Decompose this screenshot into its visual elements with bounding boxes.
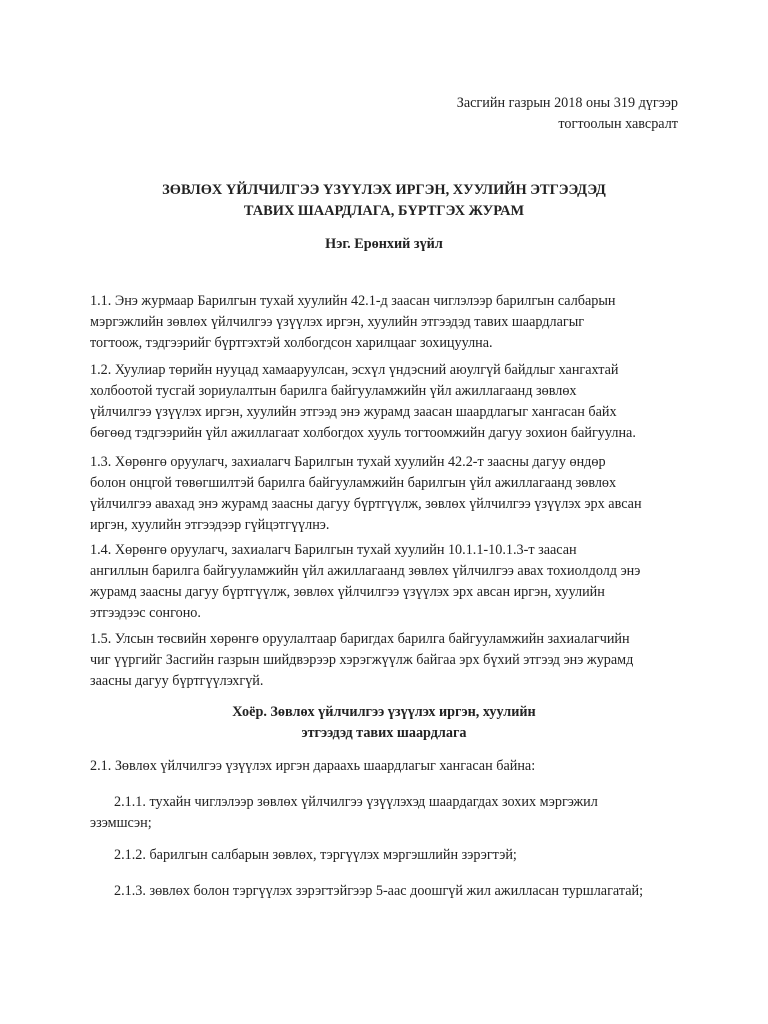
annex-reference [457, 93, 678, 135]
text-line: журамд заасны дагуу бүртгүүлж, зөвлөх үйлчилгээ үзүүлэх эрх авсан иргэн, хуулийн [90, 584, 605, 600]
paragraph-1-4 [90, 540, 680, 624]
text-line: заасны дагуу бүртгүүлэхгүй. [90, 673, 264, 689]
paragraph-1-5 [90, 629, 680, 692]
annex-line: тогтоолын хавсралт [558, 116, 678, 132]
text-line: үйлчилгээ үзүүлэх иргэн, хуулийн этгээд энэ журамд заасан шаардлагыг хангасан байх [90, 404, 617, 420]
section-heading: Нэг. Ерөнхий зүйл [325, 236, 443, 252]
text-line: 1.2. Хуулиар төрийн нууцад хамааруулсан, эсхүл үндэсний аюулгүй байдлыг хангахтай [90, 362, 619, 378]
text-line: иргэн, хуулийн этгээдээр гүйцэтгүүлнэ. [90, 517, 330, 533]
text-line: 2.1. Зөвлөх үйлчилгээ үзүүлэх иргэн дараахь шаардлагыг хангасан байна: [90, 758, 536, 774]
text-line: ангиллын барилга байгууламжийн үйл ажиллагаанд зөвлөх үйлчилгээ авах тохиолдолд энэ [90, 563, 641, 579]
text-line: 2.1.3. зөвлөх болон тэргүүлэх зэрэгтэйгээр 5-аас доошгүй жил ажилласан туршлагатай; [114, 883, 644, 899]
title-line: ЗӨВЛӨХ ҮЙЛЧИЛГЭЭ ҮЗҮҮЛЭХ ИРГЭН, ХУУЛИЙН ЭТГЭЭДЭД [162, 182, 606, 198]
heading-line: этгээдэд тавих шаардлага [301, 725, 467, 741]
text-line: эзэмшсэн; [90, 815, 152, 831]
list-item-2-1-3 [90, 881, 680, 902]
text-line: 1.1. Энэ журмаар Барилгын тухай хуулийн 42.1-д заасан чиглэлээр барилгын салбарын [90, 293, 616, 309]
text-line: тогтоож, тэдгээрийг бүртгэхтэй холбогдсон харилцааг зохицуулна. [90, 335, 493, 351]
paragraph-1-3 [90, 452, 680, 536]
text-line: этгээдээс сонгоно. [90, 605, 201, 621]
text-line: 1.5. Улсын төсвийн хөрөнгө оруулалтаар баригдах барилга байгууламжийн захиалагчийн [90, 631, 630, 647]
title-line: ТАВИХ ШААРДЛАГА, БҮРТГЭХ ЖУРАМ [243, 203, 525, 219]
text-line: болон онцгой төвөгшилтэй барилга байгууламжийн барилгын үйл ажиллагаанд зөвлөх [90, 475, 617, 491]
text-line: холбоотой тусгай зориулалтын барилга байгууламжийн үйл ажиллагаанд зөвлөх [90, 383, 577, 399]
list-item-2-1-2 [90, 845, 680, 866]
text-line: 1.3. Хөрөнгө оруулагч, захиалагч Барилгын тухай хуулийн 42.2-т заасны дагуу өндөр [90, 454, 606, 470]
paragraph-1-1 [90, 291, 680, 354]
paragraph-1-2 [90, 360, 680, 444]
section-heading [0, 702, 768, 744]
paragraph-2-1 [90, 756, 680, 777]
heading-line: Хоёр. Зөвлөх үйлчилгээ үзүүлэх иргэн, хуулийн [232, 704, 536, 720]
annex-line: Засгийн газрын 2018 оны 319 дүгээр [456, 95, 678, 111]
text-line: мэргэжлийн зөвлөх үйлчилгээ үзүүлэх иргэн, хуулийн этгээдэд тавих шаардлагыг [90, 314, 585, 330]
text-line: 2.1.1. тухайн чиглэлээр зөвлөх үйлчилгээ үзүүлэхэд шаардагдах зохих мэргэжил [114, 794, 598, 810]
text-line: 1.4. Хөрөнгө оруулагч, захиалагч Барилгын тухай хуулийн 10.1.1-10.1.3-т заасан [90, 542, 577, 558]
text-line: үйлчилгээ авахад энэ журамд заасны дагуу бүртгүүлж, зөвлөх үйлчилгээ үзүүлэх эрх авсан [90, 496, 642, 512]
text-line: бөгөөд тэдгээрийн үйл ажиллагаат холбогдох хууль тогтоомжийн дагуу зохион байгуулна. [90, 425, 636, 441]
text-line: чиг үүргийг Засгийн газрын шийдвэрээр хэрэгжүүлж байгаа эрх бүхий этгээд энэ журамд [90, 652, 634, 668]
document-title [0, 180, 768, 222]
text-line: 2.1.2. барилгын салбарын зөвлөх, тэргүүлэх мэргэшлийн зэрэгтэй; [114, 847, 517, 863]
list-item-2-1-1 [90, 792, 680, 834]
